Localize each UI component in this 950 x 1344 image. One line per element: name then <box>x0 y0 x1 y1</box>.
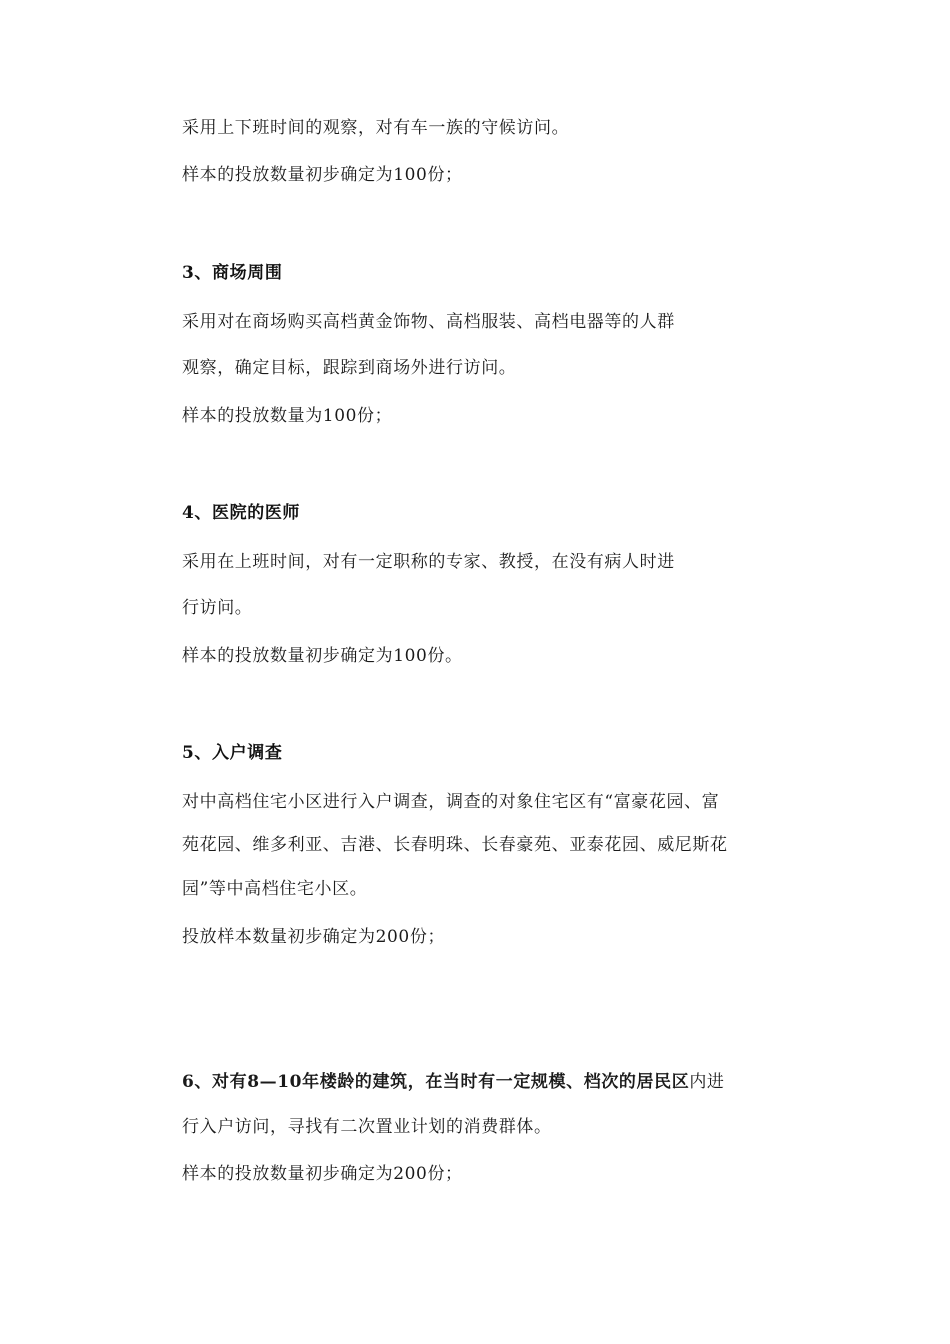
section2-sample: 样本的投放数量初步确定为100份； <box>182 165 463 185</box>
section5-heading: 5、入户调查 <box>182 743 283 763</box>
section4-heading: 4、医院的医师 <box>182 503 301 523</box>
section5-method-line1: 对中高档住宅小区进行入户调查，调查的对象住宅区有“富豪花园、富 <box>182 792 720 812</box>
section3-heading: 3、商场周围 <box>182 263 283 283</box>
section5-method-line3: 园”等中高档住宅小区。 <box>182 879 368 899</box>
section2-method: 采用上下班时间的观察，对有车一族的守候访问。 <box>182 118 570 138</box>
section6-heading-rest: 内进 <box>689 1072 725 1092</box>
section3-method-line2: 观察，确定目标，跟踪到商场外进行访问。 <box>182 358 517 378</box>
section3-method-line1: 采用对在商场购买高档黄金饰物、高档服装、高档电器等的人群 <box>182 312 675 332</box>
section3-sample: 样本的投放数量为100份； <box>182 406 393 426</box>
section6-sample: 样本的投放数量初步确定为200份； <box>182 1164 463 1184</box>
section5-method-line2: 苑花园、维多利亚、吉港、长春明珠、长春豪苑、亚泰花园、威尼斯花 <box>182 835 728 855</box>
section4-method-line1: 采用在上班时间，对有一定职称的专家、教授，在没有病人时进 <box>182 552 675 572</box>
section6-heading-line <box>182 1071 725 1093</box>
section6-heading: 6、对有8—10年楼龄的建筑，在当时有一定规模、档次的居民区 <box>182 1072 690 1092</box>
section4-sample: 样本的投放数量初步确定为100份。 <box>182 646 463 666</box>
section5-sample: 投放样本数量初步确定为200份； <box>182 927 446 947</box>
section6-method-line2: 行入户访问，寻找有二次置业计划的消费群体。 <box>182 1117 552 1137</box>
section4-method-line2: 行访问。 <box>182 598 253 618</box>
